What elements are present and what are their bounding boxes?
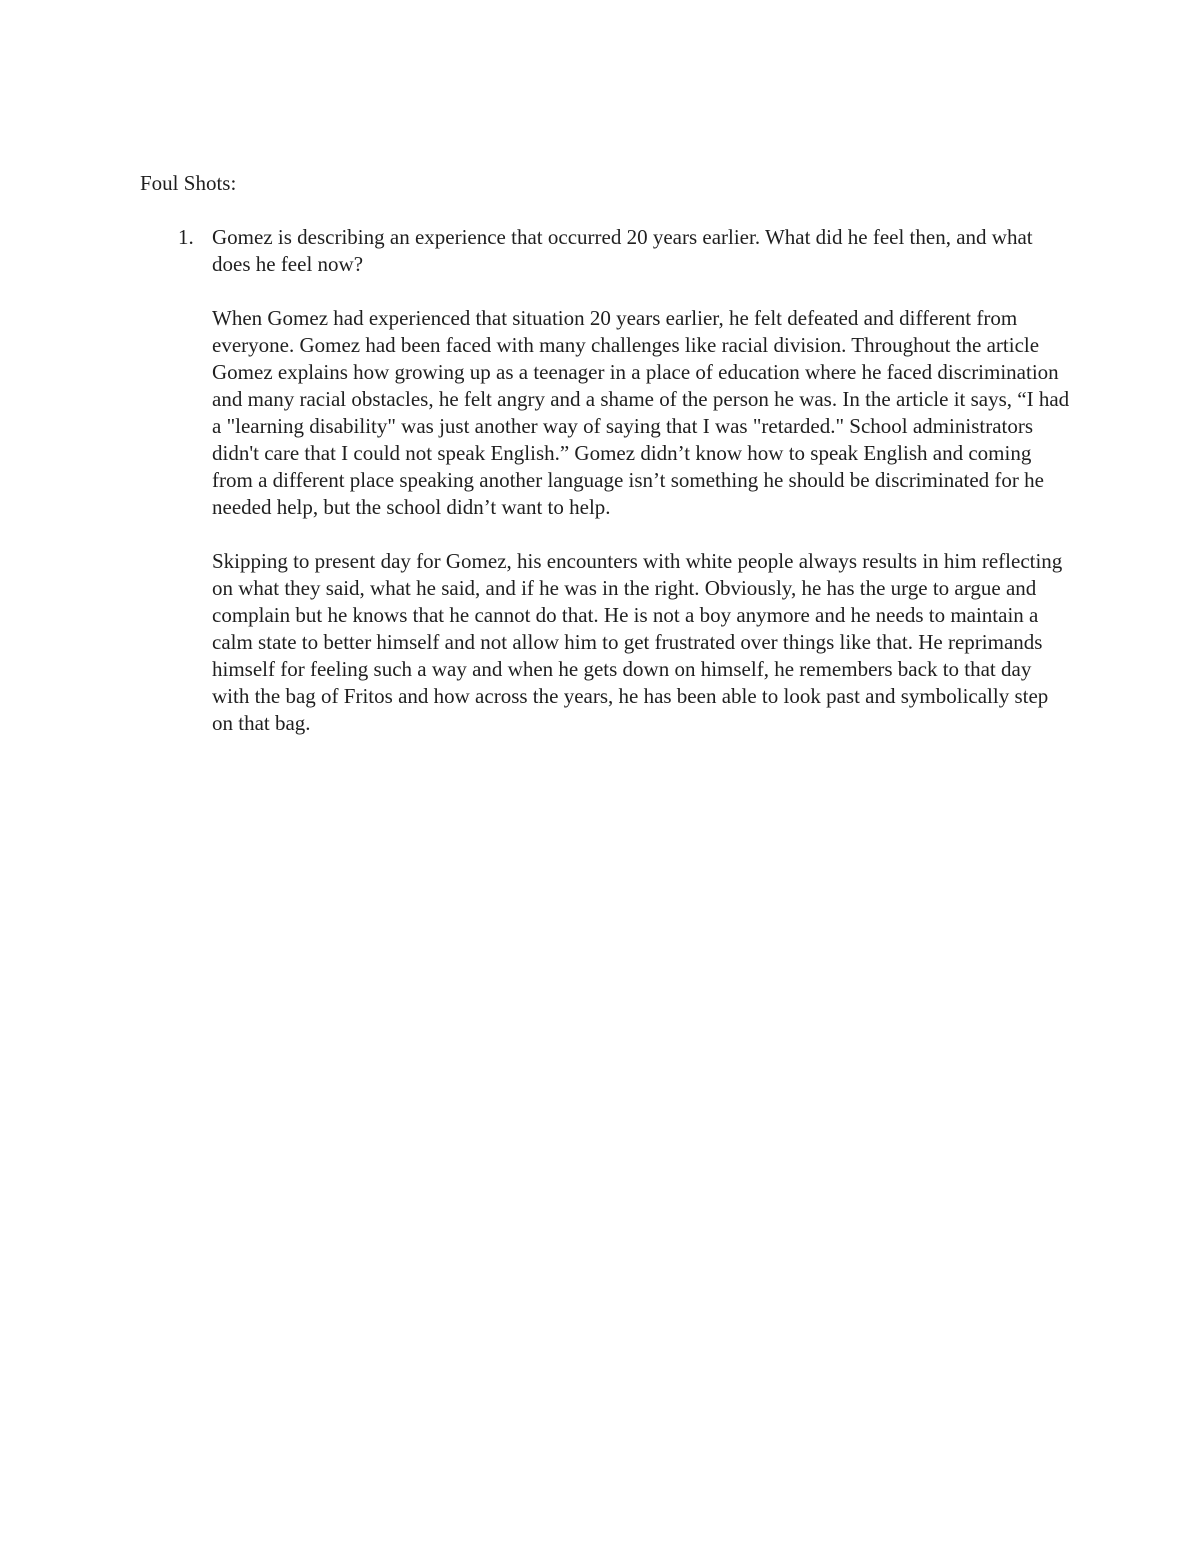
answer-paragraph: Skipping to present day for Gomez, his encounters with white people always results in him reflecting on what they said, what he said, and if he was in the right. Obviously, he has the urge to argue and complain but he knows that he cannot do that. He is not a boy anymore and he needs to maintain a calm state to better himself and not allow him to get frustrated over things like that. He reprimands himself for feeling such a way and when he gets down on himself, he remembers back to that day with the bag of Fritos and how across the years, he has been able to look past and symbolically step on that bag.	[212, 549, 1063, 735]
document-title: Foul Shots:	[140, 171, 237, 195]
question-body	[212, 224, 1070, 764]
question-item	[140, 224, 1070, 764]
question-number: 1.	[178, 225, 194, 249]
answer-paragraph: When Gomez had experienced that situation 20 years earlier, he felt defeated and different from everyone. Gomez had been faced with many challenges like racial division. Throughout the article Gomez explains how growing up as a teenager in a place of education where he faced discrimination and many racial obstacles, he felt angry and a shame of the person he was. In the article it says, “I had a "learning disability" was just another way of saying that I was "retarded." School administrators didn't care that I could not speak English.” Gomez didn’t know how to speak English and coming from a different place speaking another language isn’t something he should be discriminated for he needed help, but the school didn’t want to help.	[212, 306, 1070, 519]
document-content	[140, 170, 1070, 764]
question-text: Gomez is describing an experience that occurred 20 years earlier. What did he feel then, and what does he feel now?	[212, 225, 1033, 276]
